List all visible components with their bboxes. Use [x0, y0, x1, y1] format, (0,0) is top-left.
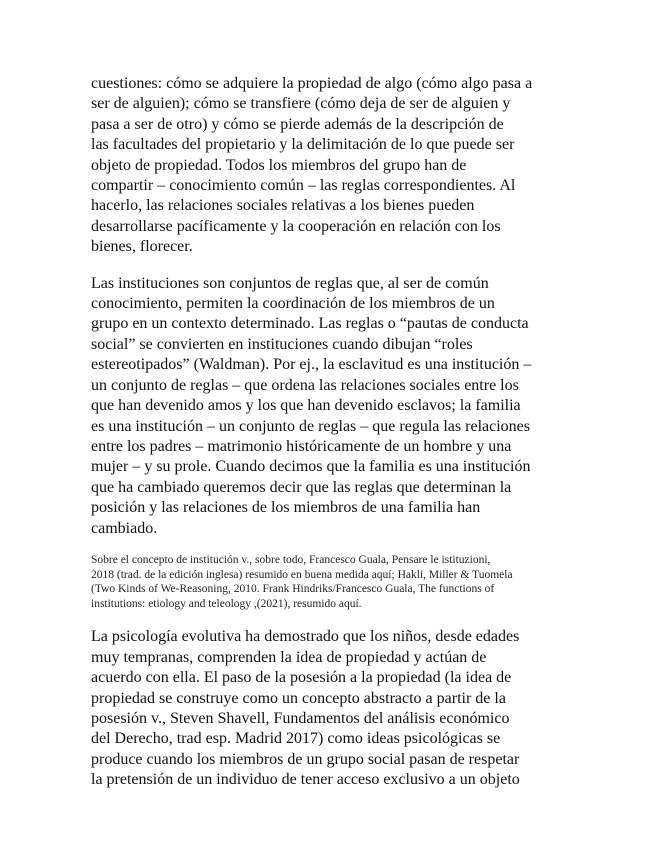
text-line: posesión v., Steven Shavell, Fundamentos del análisis económico — [91, 709, 510, 727]
text-line: Las instituciones son conjuntos de reglas que, al ser de común — [91, 274, 489, 292]
text-line: las facultades del propietario y la delimitación de lo que puede ser — [91, 136, 515, 154]
note-line: institutions: etiology and teleology ,(2021), resumido aquí. — [91, 597, 362, 610]
text-line: cambiado. — [91, 519, 158, 537]
text-line: conocimiento, permiten la coordinación de los miembros de un — [91, 295, 495, 313]
note-line: 2018 (trad. de la edición inglesa) resumido en buena medida aquí; Hakli, Miller & Tuomela — [91, 568, 513, 581]
text-line: produce cuando los miembros de un grupo social pasan de respetar — [91, 750, 520, 768]
text-line: estereotipados” (Waldman). Por ej., la esclavitud es una institución – — [91, 356, 532, 374]
text-line: bienes, florecer. — [91, 238, 193, 256]
text-line: pasa a ser de otro) y cómo se pierde además de la descripción de — [91, 115, 504, 133]
text-line: propiedad se construye como un concepto abstracto a partir de la — [91, 689, 506, 707]
paragraph-institutions — [91, 274, 569, 539]
note-line: Sobre el concepto de institución v., sobre todo, Francesco Guala, Pensare le istituzioni, — [91, 553, 491, 566]
text-line: cuestiones: cómo se adquiere la propiedad de algo (cómo algo pasa a — [91, 75, 533, 92]
text-line: grupo en un contexto determinado. Las reglas o “pautas de conducta — [91, 315, 529, 333]
text-line: un conjunto de reglas – que ordena las relaciones sociales entre los — [91, 376, 519, 394]
text-line: la pretensión de un individuo de tener acceso exclusivo a un objeto — [91, 771, 520, 789]
text-line: ser de alguien); cómo se transfiere (cómo deja de ser de alguien y — [91, 95, 511, 113]
text-line: compartir – conocimiento común – las reglas correspondientes. Al — [91, 177, 516, 195]
reference-note — [91, 553, 569, 611]
note-line: (Two Kinds of We-Reasoning, 2010. Frank Hindriks/Francesco Guala, The functions of — [91, 583, 495, 596]
text-line: hacerlo, las relaciones sociales relativas a los bienes pueden — [91, 197, 475, 215]
text-line: desarrollarse pacíficamente y la cooperación en relación con los — [91, 217, 501, 235]
text-line: que ha cambiado queremos decir que las reglas que determinan la — [91, 478, 512, 496]
document-page — [91, 74, 569, 791]
text-line: mujer – y su prole. Cuando decimos que la familia es una institución — [91, 458, 531, 476]
text-line: entre los padres – matrimonio históricamente de un hombre y una — [91, 437, 512, 455]
paragraph-evolutionary-psychology — [91, 627, 569, 790]
text-line: muy tempranas, comprenden la idea de propiedad y actúan de — [91, 648, 487, 666]
text-line: social” se convierten en instituciones cuando dibujan “roles — [91, 335, 473, 353]
text-line: del Derecho, trad esp. Madrid 2017) como ideas psicológicas se — [91, 730, 501, 748]
text-line: La psicología evolutiva ha demostrado que los niños, desde edades — [91, 628, 520, 646]
text-line: que han devenido amos y los que han devenido esclavos; la familia — [91, 397, 521, 415]
text-line: acuerdo con ella. El paso de la posesión a la propiedad (la idea de — [91, 669, 512, 687]
text-line: objeto de propiedad. Todos los miembros del grupo han de — [91, 156, 467, 174]
paragraph-property-rules — [91, 74, 569, 258]
text-line: posición y las relaciones de los miembros de una familia han — [91, 499, 481, 517]
text-line: es una institución – un conjunto de reglas – que regula las relaciones — [91, 417, 530, 435]
